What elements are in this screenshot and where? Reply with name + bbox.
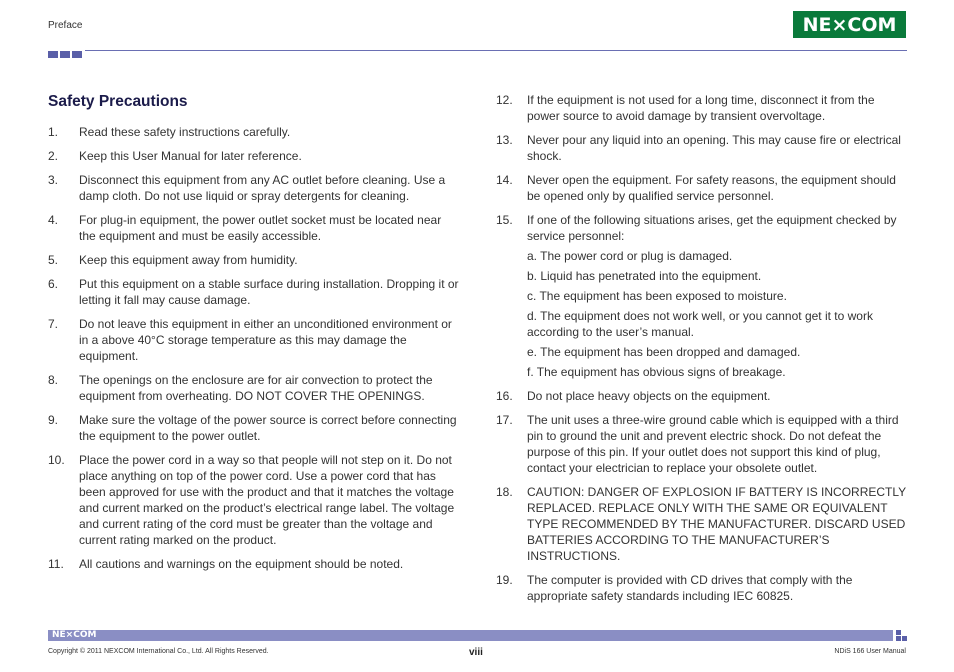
item-text: For plug-in equipment, the power outlet socket must be located near the equipment and must be easily accessible. (79, 213, 442, 243)
item-text: Put this equipment on a stable surface during installation. Dropping it or letting it fall may cause damage. (79, 277, 459, 307)
item-text: Place the power cord in a way so that people will not step on it. Do not place anything on top of the power cord. Use a power cord that has been approved for use with the product and that it matches the voltage and current marked on the product’s electrical range label. The voltage and current rating of the cord must be greater than the voltage and current rating marked on the product. (79, 453, 455, 547)
footer-logo: NE×COM (52, 630, 97, 640)
header-divider (85, 50, 907, 51)
item-text: Do not leave this equipment in either an unconditioned environment or in a above 40°C storage temperature as this may damage the equipment. (79, 317, 452, 363)
nexcom-logo (793, 11, 906, 38)
list-item (48, 276, 460, 308)
item-number: 15. (496, 213, 513, 227)
item-number: 10. (48, 453, 65, 467)
header-square (60, 51, 70, 58)
list-item (48, 212, 460, 244)
item-text: The openings on the enclosure are for air convection to protect the equipment from overheating. DO NOT COVER THE OPENINGS. (79, 373, 433, 403)
header-square (72, 51, 82, 58)
list-item (48, 124, 460, 140)
manual-name: NDiS 166 User Manual (834, 648, 906, 655)
item-number: 12. (496, 93, 513, 107)
footer-square (896, 630, 901, 635)
safety-list-right-b (496, 388, 908, 604)
list-item (48, 412, 460, 444)
list-item (48, 452, 460, 548)
left-column (48, 92, 460, 580)
item-number: 6. (48, 277, 59, 291)
item-text: Keep this User Manual for later reference. (79, 149, 302, 163)
header-square (48, 51, 58, 58)
item-text: Never pour any liquid into an opening. This may cause fire or electrical shock. (527, 133, 901, 163)
item-number: 18. (496, 485, 513, 499)
item-text: If the equipment is not used for a long time, disconnect it from the power source to avoid damage by transient overvoltage. (527, 93, 875, 123)
item-number: 2. (48, 149, 59, 163)
list-item (496, 412, 908, 476)
situation-sublist (496, 248, 908, 380)
logo-text: NE×COM (802, 13, 897, 36)
list-item (48, 148, 460, 164)
right-column (496, 92, 908, 612)
safety-list-left (48, 124, 460, 572)
page-title: Safety Precautions (48, 93, 188, 110)
item-number: 4. (48, 213, 59, 227)
item-number: 19. (496, 573, 513, 587)
list-item (496, 92, 908, 124)
item-number: 8. (48, 373, 59, 387)
list-item (48, 172, 460, 204)
page-number: viii (469, 647, 483, 658)
item-number: 16. (496, 389, 513, 403)
header-squares (48, 51, 82, 58)
list-item (48, 372, 460, 404)
safety-list-right-a (496, 92, 908, 244)
sub-item: d. The equipment does not work well, or you cannot get it to work according to the user’s manual. (527, 309, 873, 339)
list-item (48, 252, 460, 268)
sub-item: c. The equipment has been exposed to moisture. (527, 289, 787, 303)
list-item (496, 572, 908, 604)
item-number: 17. (496, 413, 513, 427)
copyright-text: Copyright © 2011 NEXCOM International Co., Ltd. All Rights Reserved. (48, 648, 269, 655)
item-text: Read these safety instructions carefully. (79, 125, 291, 139)
item-text: Do not place heavy objects on the equipment. (527, 389, 771, 403)
list-item (496, 212, 908, 244)
footer-square (896, 636, 901, 641)
list-item (496, 132, 908, 164)
sub-item: b. Liquid has penetrated into the equipment. (527, 269, 762, 283)
sub-item: e. The equipment has been dropped and damaged. (527, 345, 801, 359)
footer-bar (48, 630, 893, 641)
list-item (496, 172, 908, 204)
item-text: CAUTION: DANGER OF EXPLOSION IF BATTERY IS INCORRECTLY REPLACED. REPLACE ONLY WITH THE SAME OR EQUIVALENT TYPE RECOMMENDED BY THE MANUFACTURER. DISCARD USED BATTERIES ACCORDING TO THE MANUFACTURER’S INSTRUCTIONS. (527, 485, 906, 563)
item-text: The unit uses a three-wire ground cable which is equipped with a third pin to ground the unit and prevent electric shock. Do not defeat the purpose of this pin. If your outlet does not support this kind of plug, contact your electrician to replace your obsolete outlet. (527, 413, 899, 475)
item-text: Keep this equipment away from humidity. (79, 253, 298, 267)
item-text: All cautions and warnings on the equipment should be noted. (79, 557, 404, 571)
list-item (48, 556, 460, 572)
list-item (496, 484, 908, 564)
list-item (496, 388, 908, 404)
item-number: 1. (48, 125, 59, 139)
item-number: 5. (48, 253, 59, 267)
item-number: 7. (48, 317, 59, 331)
item-text: Make sure the voltage of the power source is correct before connecting the equipment to the power outlet. (79, 413, 457, 443)
list-item (48, 316, 460, 364)
footer-square (902, 636, 907, 641)
footer-squares (896, 630, 908, 642)
item-text: The computer is provided with CD drives that comply with the appropriate safety standards including IEC 60825. (527, 573, 853, 603)
item-text: Disconnect this equipment from any AC outlet before cleaning. Use a damp cloth. Do not use liquid or spray detergents for cleaning. (79, 173, 446, 203)
sub-item: f. The equipment has obvious signs of breakage. (527, 365, 786, 379)
section-label: Preface (48, 20, 83, 31)
item-number: 9. (48, 413, 59, 427)
item-number: 3. (48, 173, 59, 187)
item-number: 13. (496, 133, 513, 147)
item-number: 14. (496, 173, 513, 187)
item-number: 11. (48, 557, 64, 571)
item-text: Never open the equipment. For safety reasons, the equipment should be opened only by qualified service personnel. (527, 173, 896, 203)
sub-item: a. The power cord or plug is damaged. (527, 249, 733, 263)
item-text: If one of the following situations arises, get the equipment checked by service personnel: (527, 213, 897, 243)
